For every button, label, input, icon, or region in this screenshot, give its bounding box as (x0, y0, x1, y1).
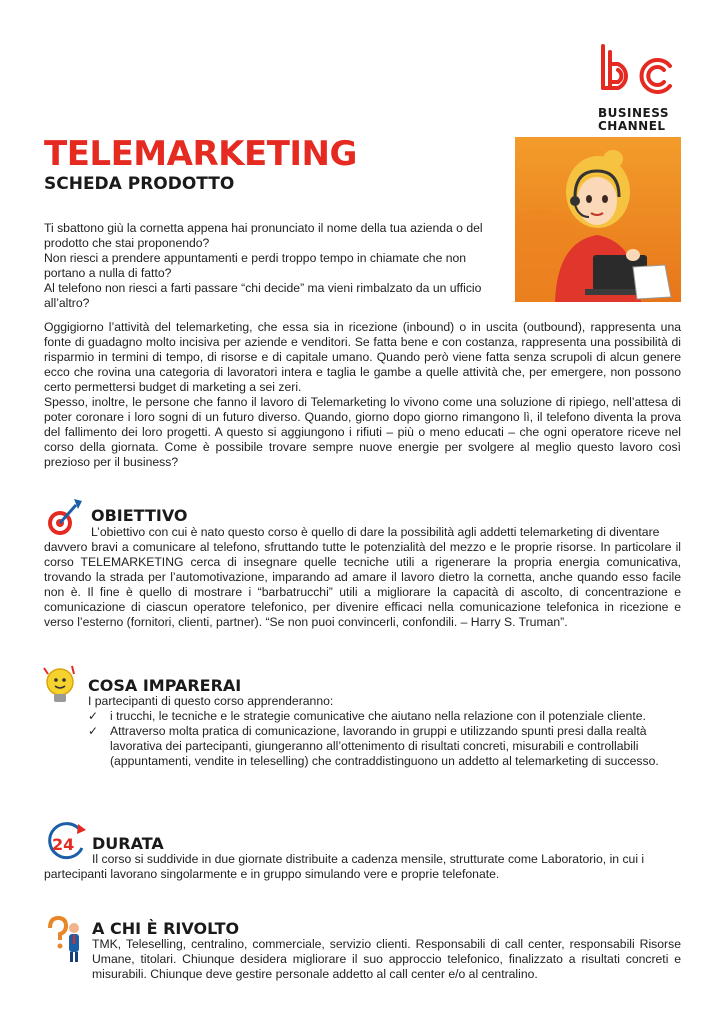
body-paragraph-1: Oggigiorno l’attività del telemarketing, che essa sia in ricezione (inbound) o in uscita (outbound), rappresenta una fonte di guadagno molto incisiva per aziende e venditori. Se fatta bene e con costanza, rappresenta una possibilità di risparmio in termini di tempo, di risorse e di capitale umano. Quando però viene fatta senza scrupoli di alcun genere ecco che rovina una categoria di lavoratori intera e taglia le gambe a quelle attività che, per emergere, non possono certo permettersi budget di marketing a sei zeri. (44, 320, 681, 394)
durata-text: partecipanti lavorano singolarmente e in gruppo simulando vere e proprie telefonate. (44, 867, 500, 881)
list-item (88, 724, 681, 769)
page-title: TELEMARKETING (44, 134, 357, 174)
intro-question-2: Non riesci a prendere appuntamenti e perdi troppo tempo in chiamate che non portano a nulla di fatto? (44, 251, 467, 280)
imparerai-list (88, 709, 681, 769)
obiettivo-text: davvero bravi a comunicare al telefono, sfruttando tutte le potenzialità del mezzo e le proprie risorse. In particolare il corso TELEMARKETING cerca di insegnare quelle tecniche utili a rigenerare la propria energia comunicativa, trovando la strada per l’automotivazione, imparando ad amare il lavoro dietro la cornetta, anche quando esso facile non è. Il fine è quello di mostrare i “barbatrucchi” utili a migliorare la capacità di ascolto, di concentrazione e comunicazione di ciascun operatore telefonico, per divenire efficaci nella comunicazione telefonica in ricezione e verso l’esterno (fornitori, clienti, partner). “Se non puoi convincerli, confondili. – Harry S. Truman”. (44, 540, 681, 629)
section-title-durata: DURATA (92, 834, 164, 853)
clock-24-label: 24 (52, 835, 75, 854)
rivolto-text: TMK, Teleselling, centralino, commerciale, servizio clienti. Responsabili di call center, responsabili Risorse Umane, titolari. Chiunque desidera migliorare il suo approccio telefonico, finalizzato a risultati concreti e misurabili. Chiunque deve gestire personale addetto al call center e/o al centralino. (92, 937, 681, 981)
operator-illustration-icon (515, 137, 681, 302)
business-channel-logo (598, 42, 678, 133)
section-title-cosa-imparerai: COSA IMPARERAI (88, 676, 242, 695)
intro-questions (44, 221, 506, 311)
obiettivo-first-line: L’obiettivo con cui è nato questo corso è quello di dare la possibilità agli addetti telemarketing di diventare (91, 525, 660, 539)
imparerai-lead: I partecipanti di questo corso apprenderanno: (88, 694, 334, 708)
target-dart-icon (44, 497, 84, 537)
section-title-obiettivo: OBIETTIVO (91, 506, 188, 525)
telemarketing-operator-illustration (515, 137, 681, 302)
logo-text-line-2: CHANNEL (598, 119, 666, 133)
list-item-text: i trucchi, le tecniche e le strategie comunicative che aiutano nella relazione con il potenziale cliente. (110, 709, 646, 723)
bc-logo-mark-icon (598, 42, 678, 98)
lightbulb-icon (40, 664, 80, 708)
durata-first-line: Il corso si suddivide in due giornate distribuite a cadenza mensile, strutturate come Laboratorio, in cui i (92, 852, 645, 866)
intro-question-1: Ti sbattono giù la cornetta appena hai pronunciato il nome della tua azienda o del prodotto che stai proponendo? (44, 221, 483, 250)
body-paragraph-2: Spesso, inoltre, le persone che fanno il lavoro di Telemarketing lo vivono come una soluzione di ripiego, nell’attesa di poter coronare i loro sogni di un futuro diverso. Quando, giorno dopo giorno rimangono lì, il telefono diventa la prova del fallimento dei loro progetti. A questo si aggiungono i rifiuti – più o meno educati – che ogni operatore riceve nel corso della giornata. Come è possibile trovare sempre nuove energie per svolgere al meglio questo lavoro così prezioso per il business? (44, 395, 681, 469)
list-item (88, 709, 681, 724)
intro-question-3: Al telefono non riesci a farti passare “chi decide” ma vieni rimbalzato da un ufficio all’altro? (44, 281, 482, 310)
logo-text-line-1: BUSINESS (598, 106, 669, 120)
page-subtitle: SCHEDA PRODOTTO (44, 174, 235, 194)
section-title-a-chi-e-rivolto: A CHI È RIVOLTO (92, 919, 240, 938)
check-icon: ✓ (88, 709, 99, 723)
list-item-text: Attraverso molta pratica di comunicazione, lavorando in gruppi e utilizzando spunti presi dalla realtà lavorativa dei partecipanti, giungeranno all’ottenimento di risultati concreti, misurabili e controllabili (appuntamenti, vendite in teleselling) che contraddistinguono un addetto al telemarketing di successo. (110, 724, 659, 768)
check-icon: ✓ (88, 724, 99, 738)
question-person-icon (44, 914, 88, 964)
clock-24-icon (44, 822, 88, 862)
